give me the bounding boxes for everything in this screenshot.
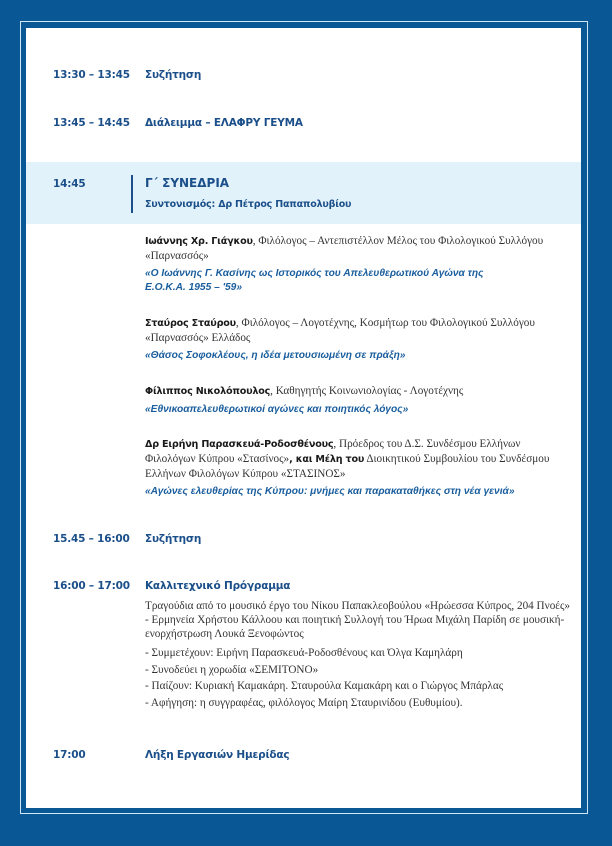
talk-item — [145, 234, 565, 295]
speaker-role: , Φιλόλογος – Λογοτέχνης, Κοσμήτωρ του Φιλολογικού Συλλόγου «Παρνασσός» Ελλάδος — [145, 317, 535, 344]
speaker-role: , Φιλόλογος – Αντεπιστέλλον Μέλος του Φιλολογικού Συλλόγου «Παρνασσός» — [145, 235, 544, 262]
session-divider — [131, 175, 133, 213]
session-time: 14:45 — [53, 178, 86, 190]
schedule-time: 16:00 – 17:00 — [53, 580, 130, 592]
artistic-program — [145, 599, 575, 711]
talk-title: «Ο Ιωάννης Γ. Κασίνης ως Ιστορικός του Απελευθερωτικού Αγώνα της Ε.Ο.Κ.Α. 1955 – '59» — [145, 268, 484, 293]
talk-title: «Αγώνες ελευθερίας της Κύπρου: μνήμες και παρακαταθήκες στη νέα γενιά» — [145, 486, 515, 497]
talk-speaker-line — [145, 234, 565, 263]
talk-speaker-line — [145, 384, 565, 399]
session-moderator: Συντονισμός: Δρ Πέτρος Παπαπολυβίου — [145, 199, 352, 210]
schedule-label: Συζήτηση — [145, 69, 202, 81]
program-description: Τραγούδια από το μουσικό έργο του Νίκου Παπακλεοβούλου «Ηρώεσσα Κύπρος, 204 Πνοές» - Ερμηνεία Χρήστου Κάλλοου και ποιητική Συλλογή του Ήρωα Μιχάλη Παρίδη σε μουσική-ενορχήστρωση Λουκά Ξενοφώντος — [145, 600, 571, 640]
talk-speaker-line — [145, 316, 565, 345]
closing-time: 17:00 — [53, 749, 86, 761]
talk-speaker-line — [145, 437, 565, 481]
program-page — [26, 28, 581, 808]
speaker-role: , Πρόεδρος του Δ.Σ. Συνδέσμου Ελλήνων Φιλολόγων Κύπρου «Στασίνος» — [145, 438, 521, 465]
talk-item — [145, 384, 565, 417]
speaker-name: Φίλιππος Νικολόπουλος — [145, 386, 271, 397]
program-bullet: - Αφήγηση: η συγγραφέας, φιλόλογος Μαίρη Σταυρινίδου (Ευθυμίου). — [145, 696, 463, 709]
schedule-label: Καλλιτεχνικό Πρόγραμμα — [145, 580, 291, 592]
closing-label: Λήξη Εργασιών Ημερίδας — [145, 749, 290, 761]
speaker-name: Δρ Ειρήνη Παρασκευά-Ροδοσθένους — [145, 439, 334, 450]
schedule-time: 15.45 – 16:00 — [53, 533, 130, 545]
program-bullet: - Συμμετέχουν: Ειρήνη Παρασκευά-Ροδοσθένους και Όλγα Καμηλάρη — [145, 647, 463, 659]
speaker-role-bold: , και Μέλη του — [289, 454, 365, 465]
session-title: Γ΄ ΣΥΝΕΔΡΙΑ — [145, 176, 230, 190]
program-bullet: - Παίζουν: Κυριακή Καμακάρη. Σταυρούλα Καμακάρη και ο Γιώργος Μπάρλας — [145, 680, 504, 692]
speaker-name: Ιωάννης Χρ. Γιάγκου — [145, 236, 253, 247]
talk-title: «Εθνικοαπελευθερωτικοί αγώνες και ποιητικός λόγος» — [145, 404, 409, 415]
program-bullet: - Συνοδεύει η χορωδία «ΣΕΜΙΤΟΝΟ» — [145, 663, 319, 676]
speaker-role-end: Διοικητικού Συμβουλίου του Συνδέσμου Ελλήνων Φιλολόγων Κύπρου «ΣΤΑΣΙΝΟΣ» — [145, 453, 550, 480]
speaker-role: , Καθηγητής Κοινωνιολογίας - Λογοτέχνης — [270, 385, 464, 397]
schedule-label: Συζήτηση — [145, 533, 202, 545]
session-header — [26, 162, 581, 224]
talk-title: «Θάσος Σοφοκλέους, η ιδέα μετουσιωμένη σε πράξη» — [145, 350, 406, 361]
schedule-time: 13:30 – 13:45 — [53, 69, 130, 81]
schedule-time: 13:45 – 14:45 — [53, 117, 130, 129]
schedule-label: Διάλειμμα – ΕΛΑΦΡΥ ΓΕΥΜΑ — [145, 117, 303, 129]
program-bullets — [145, 645, 575, 711]
talk-item — [145, 437, 565, 499]
talk-item — [145, 316, 565, 363]
speaker-name: Σταύρος Σταύρου — [145, 318, 236, 329]
